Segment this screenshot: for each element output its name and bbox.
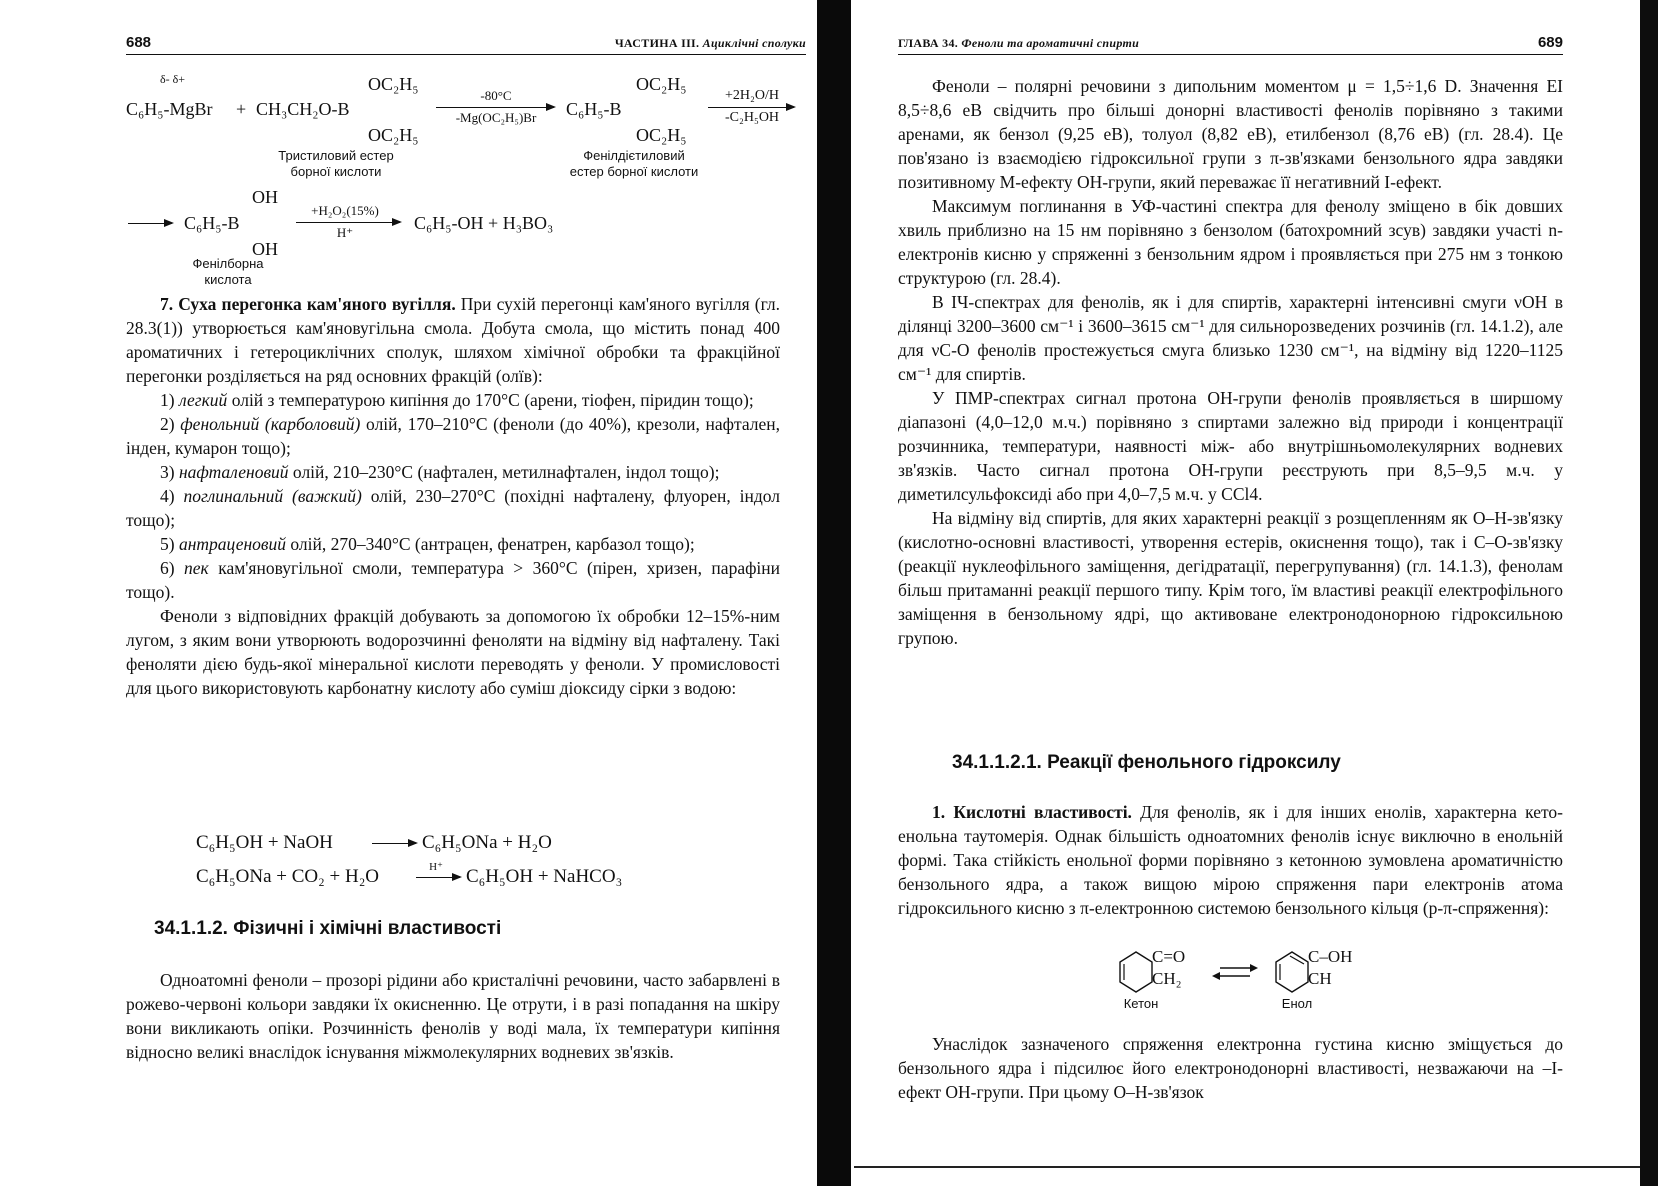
plus-sign: + (236, 99, 247, 119)
coal-section (126, 292, 780, 700)
reaction2-products: C₆H₅-OH + H₃BO₃ (414, 213, 554, 233)
physical-properties-paragraph: Одноатомні феноли – прозорі рідини або кристалічні речовини, часто забарвлені в рожево-червоні кольори завдяки їх окисненню. Це отрути, і в разі попадання на шкіру вони викликають опіки. Розчинність фенолів у воді мала, їх температури кипіння відносно великі внаслідок існування міжмолекулярних водневих зв'язків. (126, 970, 780, 1062)
reaction1-condition-top: -80°C (480, 88, 512, 103)
fraction-1: 1) легкий олій з температурою кипіння до 170°C (арени, тіофен, піридин тощо); (160, 390, 754, 410)
boron-ester-top: OC₂H₅ (368, 74, 419, 94)
enol-ring (1276, 952, 1308, 992)
fraction-5: 5) антраценовий олій, 270–340°C (антрацен, фенатрен, карбазол тощо); (160, 534, 695, 554)
equation-1-left: C₆H₅OH + NaOH (196, 832, 333, 853)
reactions-paragraph: На відміну від спиртів, для яких характерні реакції з розщепленням як О–Н-зв'язку (кислотно-основні властивості, утворення естерів, окиснення тощо), так і С–О-зв'язку (реакції нуклеофільного заміщення, дегідратації, перегрупування) (гл. 14.1.3), фенолам більш притаманні реакції першого типу. Крім того, їм властиві реакції електрофільного заміщення в бензольному ядрі, що активоване електронодонорною гідроксильною групою. (898, 508, 1563, 648)
product-top: OC₂H₅ (636, 74, 687, 94)
boron-ester-bottom: OC₂H₅ (368, 125, 419, 145)
reaction2-arrow (296, 222, 400, 223)
enol-methine: CH (1308, 969, 1332, 988)
acid-properties-paragraph: 1. Кислотні властивості. Для фенолів, як і для інших енолів, характерна кето-енольна таутомерія. Однак більшість одноатомних фенолів існує виключно в енольній формі. Така стійкість енольної форми порівняно з кетонною зумовлена ароматичністю бензольного ядра, а також вищою мірою спряження пари електронів атома гідроксильного кисню з π-електронною системою бензольного кільця (p-π-спряження): (898, 802, 1563, 918)
conjugation-paragraph: Унаслідок зазначеного спряження електронна густина кисню зміщується до бензольного ядра і підсилює його електронодонорні властивості, незважаючи на –І-ефект ОН-групи. При цьому О–Н-зв'язок (898, 1034, 1563, 1102)
reaction2-condition-bottom: H⁺ (336, 225, 354, 240)
charge-labels: δ- δ+ (160, 72, 186, 86)
coal-paragraph: 7. Суха перегонка кам'яного вугілля. При сухій перегонці кам'яного вугілля (гл. 28.3(1)) утворюється кам'яновугільна смола. Добута смола, що містить понад 400 ароматичних і гетероциклічних сполук, шляхом хімічної обробки та фракційної перегонки розділяється на ряд основних фракцій (олїв): (126, 294, 780, 386)
arrow-forward-head (1250, 964, 1258, 972)
physical-properties-section (126, 968, 780, 1064)
enol-label: Енол (1281, 996, 1313, 1011)
left-running-title: ЧАСТИНА III. Ациклічні сполуки (614, 36, 806, 50)
keto-carbonyl: C=O (1152, 947, 1186, 966)
reaction1b-condition-top: +2H₂O/H (725, 88, 779, 103)
phenylboronic-acid: C₆H₅-B (184, 213, 240, 233)
reaction1b-arrow (708, 107, 794, 108)
arrow-backward-head (1212, 972, 1220, 980)
boronic-acid-top: OH (252, 187, 278, 207)
coal-title: 7. Суха перегонка кам'яного вугілля. (160, 294, 456, 314)
equation-1-right: C₆H₅ONa + H₂O (422, 832, 552, 853)
reaction2-lead-arrow (128, 223, 172, 224)
phenyl-boronic-ester: C₆H₅-B (566, 99, 622, 119)
conjugation-section (898, 1032, 1563, 1104)
pmr-paragraph: У ПМР-спектрах сигнал протона ОН-групи фенолів проявляється в ширшому діапазоні (4,0–12,0 м.ч.) порівняно з спиртами залежно від природи і концентрації розчинника, температури, наявності між- або внутрішньомолекулярних водневих зв'язків. Часто сигнал протона ОН-групи реєструють при 8,5–9,5 м.ч. у диметилсульфоксиді або при 4,0–7,5 м.ч. у CCl4. (898, 388, 1563, 504)
keto-methylene: CH₂ (1152, 969, 1182, 988)
equation-2-condition: H⁺ (429, 861, 443, 873)
phenols-paragraph: Феноли з відповідних фракцій добувають за допомогою їх обробки 12–15%-ним лугом, з яким вони утворюють водорозчинні феноляти на відміну від нафталену. Такі феноляти дією будь-якої мінеральної кислоти переводять у феноли. У промисловості для цього використовують карбонатну кислоту або суміш діоксиду сірки з водою: (126, 606, 780, 698)
grignard-reagent: C₆H₅-MgBr (126, 99, 213, 119)
equation-2-left: C₆H₅ONa + CO₂ + H₂O (196, 866, 380, 887)
acid-properties-title: 1. Кислотні властивості. (932, 802, 1132, 822)
caption-phenyl-diethyl-ester: Фенілдієтиловий естер борної кислоти (569, 148, 699, 179)
caption-phenylboronic-acid: Фенілборна кислота (192, 256, 264, 287)
reaction1-condition-bottom: -Mg(OC₂H₅)Br (455, 110, 537, 125)
fraction-6: 6) пек кам'яновугільної смоли, температура > 360°C (пірен, хризен, парафіни тощо). (126, 558, 781, 602)
page-bottom-rule (854, 1166, 1640, 1168)
book-gutter (817, 0, 851, 1186)
right-body-top (898, 74, 1563, 650)
right-running-head (898, 30, 1563, 55)
fraction-4: 4) поглинальний (важкий) олій, 230–270°C (похідні нафталену, флуорен, індол тощо); (126, 486, 781, 530)
fraction-2: 2) фенольний (карболовий) олій, 170–210°C (феноли (до 40%), крезоли, нафтален, інден, кумарон тощо); (126, 414, 781, 458)
enol-hydroxyl: C–OH (1308, 947, 1353, 966)
product-bottom: OC₂H₅ (636, 125, 687, 145)
acid-properties-section (898, 800, 1563, 920)
section-heading-physical-chemical: 34.1.1.2. Фізичні і хімічні властивості (154, 918, 502, 939)
left-page (0, 0, 826, 1186)
enol-ring-double-bond-2 (1290, 956, 1304, 964)
equation-1-arrow (372, 843, 416, 844)
reaction1-arrow (436, 107, 554, 108)
equation-2-arrow (416, 877, 460, 878)
keto-ring (1120, 952, 1152, 992)
keto-label: Кетон (1123, 996, 1159, 1011)
caption-triethyl-borate: Тристиловий естер борної кислоти (278, 148, 394, 179)
boron-ester: CH₃CH₂O-B (256, 99, 350, 119)
dipole-paragraph: Феноли – полярні речовини з дипольним моментом μ = 1,5÷1,6 D. Значення ЕІ 8,5÷8,6 еВ свідчить про більші донорні властивості фенолів порівняно з такими аренами, як бензол (9,25 еВ), толуол (8,82 еВ), етилбензол (8,76 еВ) (гл. 28.4). Це пов'язано із взаємодією гідроксильної групи з π-зв'язками бензольного ядра завдяки позитивному М-ефекту ОН-групи, який переважає її негативний І-ефект. (898, 76, 1563, 192)
subsection-heading-phenolic-hydroxyl: 34.1.1.2.1. Реакції фенольного гідроксилу (952, 752, 1341, 773)
equation-2-right: C₆H₅OH + NaHCO₃ (466, 866, 623, 887)
ir-paragraph: В ІЧ-спектрах для фенолів, як і для спиртів, характерні інтенсивні смуги νOH в ділянці 3200–3600 см⁻¹ і 3600–3615 см⁻¹ для сильнорозведених розчинів (гл. 14.1.2), але для νC-O фенолів простежується смуга близько 1230 см⁻¹, на відміну від 1220–1125 см⁻¹ для спиртів. (898, 292, 1563, 384)
fraction-3: 3) нафталеновий олій, 210–230°C (нафтален, метилнафтален, індол тощо); (160, 462, 720, 482)
uv-paragraph: Максимум поглинання в УФ-частині спектра для фенолу зміщено в бік довших хвиль приблизно на 15 нм порівняно з бензолом (батохромний зсув) завдяки участі n-електронів кисню у спряженні з бензольним ядром і проявляється при 275 нм з тонкою структурою (гл. 28.4). (898, 196, 1563, 288)
right-page-number: 689 (1537, 34, 1563, 51)
right-running-title: ГЛАВА 34. Феноли та ароматичні спирти (898, 36, 1140, 50)
left-running-head (126, 30, 806, 55)
boronic-acid-bottom: OH (252, 239, 278, 259)
reaction2-condition-top: +H₂O₂(15%) (311, 203, 379, 218)
right-page (854, 0, 1658, 1186)
left-page-number: 688 (126, 34, 152, 51)
scan-edge (1640, 0, 1658, 1186)
reaction1b-condition-bottom: -C₂H₅OH (724, 110, 780, 125)
